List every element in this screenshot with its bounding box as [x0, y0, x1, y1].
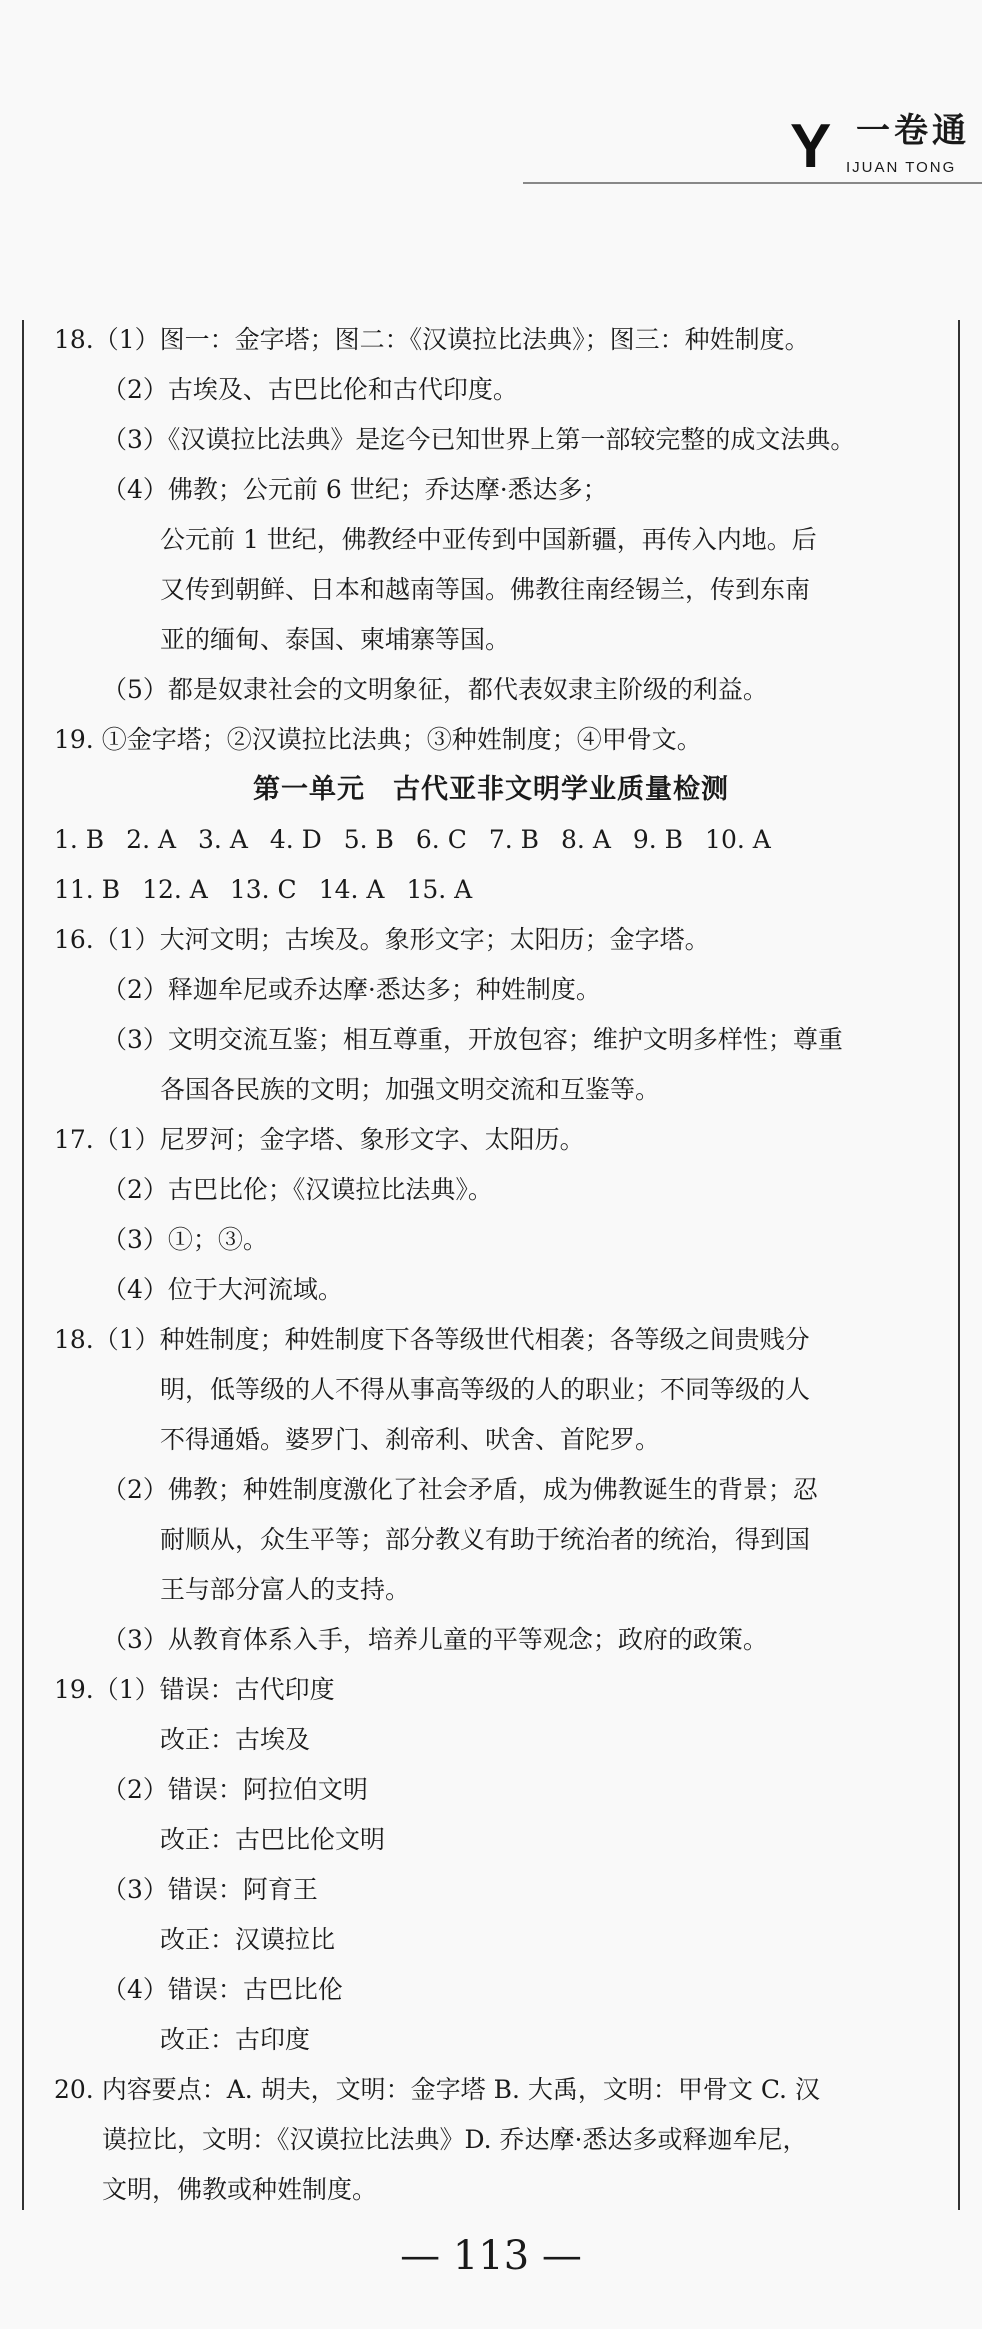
- answer-line: （3）《汉谟拉比法典》是迄今已知世界上第一部较完整的成文法典。: [102, 425, 856, 454]
- answer-line: 18.（1）图一：金字塔；图二：《汉谟拉比法典》；图三：种姓制度。: [54, 325, 810, 354]
- choice-answers-row: [22, 815, 960, 865]
- choice-answer: 1. B: [54, 825, 105, 854]
- choice-answer: 13. C: [229, 875, 297, 904]
- choice-answer: 8. A: [561, 825, 611, 854]
- choice-answer: 11. B: [54, 875, 121, 904]
- choice-answer: 2. A: [126, 825, 177, 854]
- answer-line: （4）错误：古巴比伦: [102, 1975, 343, 2004]
- answer-line: 改正：古埃及: [160, 1725, 311, 1754]
- answer-line: （2）佛教；种姓制度激化了社会矛盾，成为佛教诞生的背景；忍: [102, 1475, 818, 1504]
- choice-answer: 3. A: [198, 825, 248, 854]
- answer-line: （4）佛教；公元前 6 世纪；乔达摩·悉达多；: [102, 475, 608, 504]
- answer-line: （3）错误：阿育王: [102, 1875, 318, 1904]
- answer-line: 16.（1）大河文明；古埃及。象形文字；太阳历；金字塔。: [54, 925, 710, 954]
- logo-english: IJUAN TONG: [846, 159, 957, 176]
- answer-line: 19. ①金字塔；②汉谟拉比法典；③种姓制度；④甲骨文。: [54, 725, 702, 754]
- choice-answer: 5. B: [343, 825, 394, 854]
- choice-answer: 14. A: [318, 875, 385, 904]
- choice-answer: 6. C: [415, 825, 467, 854]
- page-number: — 113 —: [400, 2233, 582, 2279]
- answer-line: （2）错误：阿拉伯文明: [102, 1775, 368, 1804]
- answer-line: （3）①；③。: [102, 1225, 268, 1254]
- header-rule: [523, 182, 982, 184]
- answer-line: 各国各民族的文明；加强文明交流和互鉴等。: [160, 1075, 661, 1104]
- choice-answer: 7. B: [488, 825, 540, 854]
- answer-line: （5）都是奴隶社会的文明象征，都代表奴隶主阶级的利益。: [102, 675, 768, 704]
- choice-answer: 15. A: [406, 875, 473, 904]
- answer-line: 不得通婚。婆罗门、刹帝利、吠舍、首陀罗。: [160, 1425, 661, 1454]
- choice-answer: 4. D: [269, 825, 322, 854]
- answer-line: 公元前 1 世纪，佛教经中亚传到中国新疆，再传入内地。后: [160, 525, 817, 554]
- answer-line: 18.（1）种姓制度；种姓制度下各等级世代相袭；各等级之间贵贱分: [54, 1325, 810, 1354]
- answer-line: 耐顺从，众生平等；部分教义有助于统治者的统治，得到国: [160, 1525, 811, 1554]
- answer-content: [22, 315, 960, 2215]
- answer-line: 文明，佛教或种姓制度。: [102, 2175, 378, 2204]
- answer-line: （4）位于大河流域。: [102, 1275, 343, 1304]
- section-heading: 第一单元 古代亚非文明学业质量检测: [253, 774, 729, 805]
- answer-line: 又传到朝鲜、日本和越南等国。佛教往南经锡兰，传到东南: [160, 575, 811, 604]
- choice-answer: 12. A: [142, 875, 208, 904]
- answer-line: 17.（1）尼罗河；金字塔、象形文字、太阳历。: [54, 1125, 585, 1154]
- answer-line: 改正：古印度: [160, 2025, 311, 2054]
- answer-line: 谟拉比，文明：《汉谟拉比法典》D. 乔达摩·悉达多或释迦牟尼，: [102, 2125, 808, 2154]
- answer-line: 改正：汉谟拉比: [160, 1925, 336, 1954]
- answer-line: 明，低等级的人不得从事高等级的人的职业；不同等级的人: [160, 1375, 811, 1404]
- logo-letter: Y: [790, 112, 832, 181]
- answer-line: 20. 内容要点：A. 胡夫，文明：金字塔 B. 大禹，文明：甲骨文 C. 汉: [54, 2075, 820, 2104]
- answer-line: 改正：古巴比伦文明: [160, 1825, 386, 1854]
- answer-line: 王与部分富人的支持。: [160, 1575, 411, 1604]
- answer-line: （3）文明交流互鉴；相互尊重，开放包容；维护文明多样性；尊重: [102, 1025, 843, 1054]
- logo-chinese: 一卷通: [856, 112, 970, 150]
- choice-answer: 9. B: [632, 825, 684, 854]
- answer-line: （3）从教育体系入手，培养儿童的平等观念；政府的政策。: [102, 1625, 768, 1654]
- answer-line: 19.（1）错误：古代印度: [54, 1675, 335, 1704]
- choice-answer: 10. A: [705, 825, 771, 854]
- choice-answers-row: [22, 865, 960, 915]
- answer-line: （2）释迦牟尼或乔达摩·悉达多；种姓制度。: [102, 975, 601, 1004]
- answer-line: （2）古巴比伦；《汉谟拉比法典》。: [102, 1175, 493, 1204]
- answer-line: 亚的缅甸、泰国、柬埔寨等国。: [160, 625, 511, 654]
- answer-line: （2）古埃及、古巴比伦和古代印度。: [102, 375, 518, 404]
